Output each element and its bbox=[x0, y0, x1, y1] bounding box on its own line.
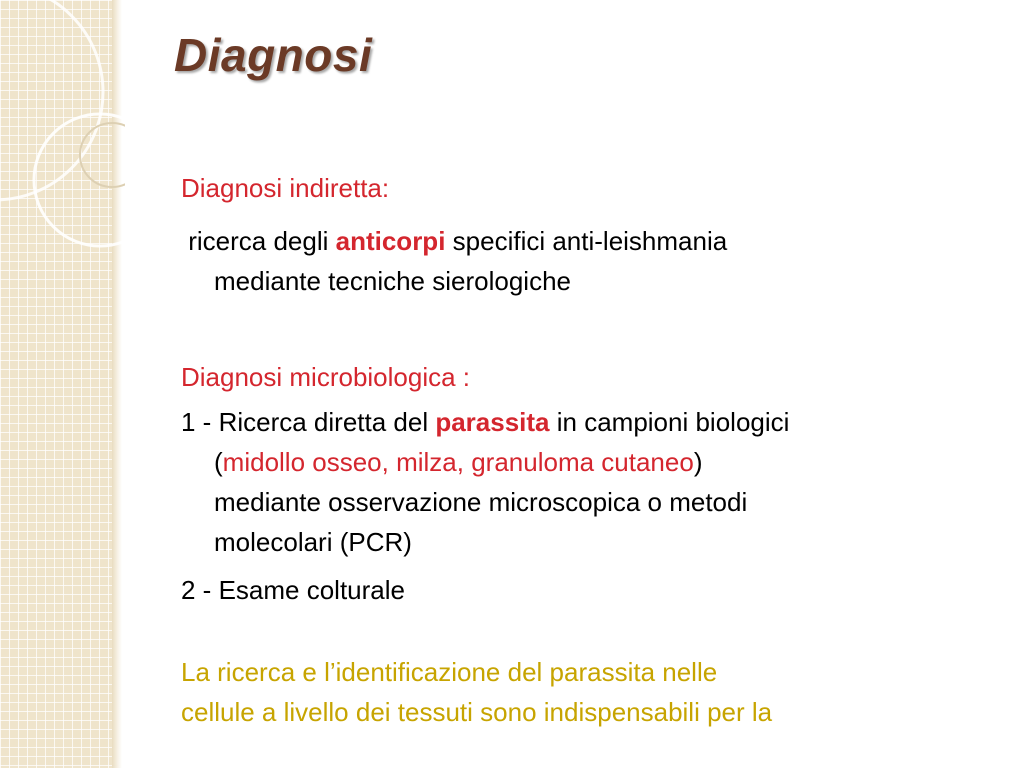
microbio-item-2: 2 - Esame colturale bbox=[181, 575, 405, 605]
slide-title: Diagnosi bbox=[174, 29, 373, 81]
spacer bbox=[181, 610, 1001, 648]
microbio-item-1-pcr: molecolari (PCR) bbox=[214, 527, 412, 557]
microbio-item-1-tail: in campioni biologici bbox=[549, 407, 790, 437]
note-line-2: cellule a livello dei tessuti sono indispensabili per la bbox=[181, 697, 773, 727]
slide-body bbox=[181, 168, 1001, 732]
indirect-line-2: mediante tecniche sierologiche bbox=[214, 266, 571, 296]
microbio-item-1-method: mediante osservazione microscopica o metodi bbox=[214, 487, 748, 517]
sample-types: midollo osseo, milza, granuloma cutaneo bbox=[222, 447, 694, 477]
indirect-diagnosis-heading: Diagnosi indiretta: bbox=[181, 173, 390, 203]
microbiological-diagnosis-heading: Diagnosi microbiologica : bbox=[181, 362, 471, 392]
indirect-line-1 bbox=[181, 221, 1001, 261]
microbio-item-1-text: 1 - Ricerca diretta del bbox=[181, 407, 436, 437]
microbio-item-1 bbox=[181, 402, 1001, 442]
spacer bbox=[181, 301, 1001, 357]
parasite-highlight: parassita bbox=[435, 407, 550, 437]
decorative-circles bbox=[0, 0, 125, 260]
indirect-line-1-tail: specifici anti-leishmania bbox=[445, 226, 728, 256]
microbio-item-1-samples bbox=[181, 442, 1001, 482]
antibodies-highlight: anticorpi bbox=[335, 226, 446, 256]
paren-open: ( bbox=[214, 447, 223, 477]
paren-close: ) bbox=[693, 447, 703, 477]
indirect-line-1-text: ricerca degli bbox=[181, 226, 336, 256]
note-line-1: La ricerca e l’identificazione del parassita nelle bbox=[181, 657, 718, 687]
